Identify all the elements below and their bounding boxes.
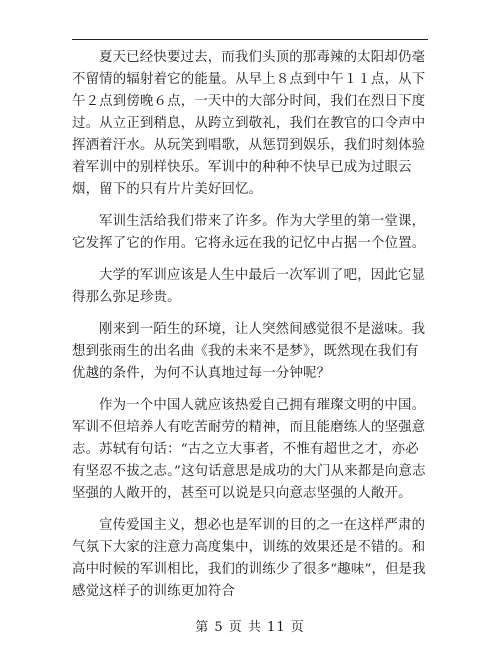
paragraph: 刚来到一陌生的环境，让人突然间感觉很不是滋味。我想到张雨生的出名曲《我的未来不是梦》，既然现在我们有优越的条件，为何不认真地过每一分钟呢？ bbox=[72, 322, 426, 381]
paragraph: 大学的军训应该是人生中最后一次军训了吧，因此它显得那么弥足珍贵。 bbox=[72, 268, 426, 305]
paragraph: 军训生活给我们带来了许多。作为大学里的第一堂课，它发挥了它的作用。它将永远在我的记忆中占据一个位置。 bbox=[72, 214, 426, 251]
paragraph: 夏天已经快要过去，而我们头顶的那毒辣的太阳却仍毫不留情的辐射着它的能量。从早上８点到中午１１点，从下午２点到傍晚６点，一天中的大部分时间，我们在烈日下度过。从立正到稍息，从跨立到敬礼，我们在教官的口令声中挥洒着汗水。从玩笑到唱歌，从惩罚到娱乐，我们时刻体验着军训中的别样快乐。军训中的种种不快早已成为过眼云烟，留下的只有片片美好回忆。 bbox=[72, 50, 426, 197]
header-rule bbox=[72, 39, 428, 40]
paragraph: 宣传爱国主义，想必也是军训的目的之一在这样严肃的气氛下大家的注意力高度集中，训练的效果还是不错的。和高中时候的军训相比，我们的训练少了很多“趣味”，但是我感觉这样子的训练更加符合 bbox=[72, 518, 426, 599]
paragraph: 作为一个中国人就应该热爱自己拥有璀璨文明的中国。军训不但培养人有吃苦耐劳的精神，而且能磨练人的坚强意志。苏轼有句话：“古之立大事者，不惟有超世之才，亦必有坚忍不拔之志。”这句话意思是成功的大门从来都是向意志坚强的人敞开的，甚至可以说是只向意志坚强的人敞开。 bbox=[72, 398, 426, 501]
document-body bbox=[72, 43, 428, 613]
page-number-footer: 第 5 页 共 11 页 bbox=[195, 620, 305, 635]
